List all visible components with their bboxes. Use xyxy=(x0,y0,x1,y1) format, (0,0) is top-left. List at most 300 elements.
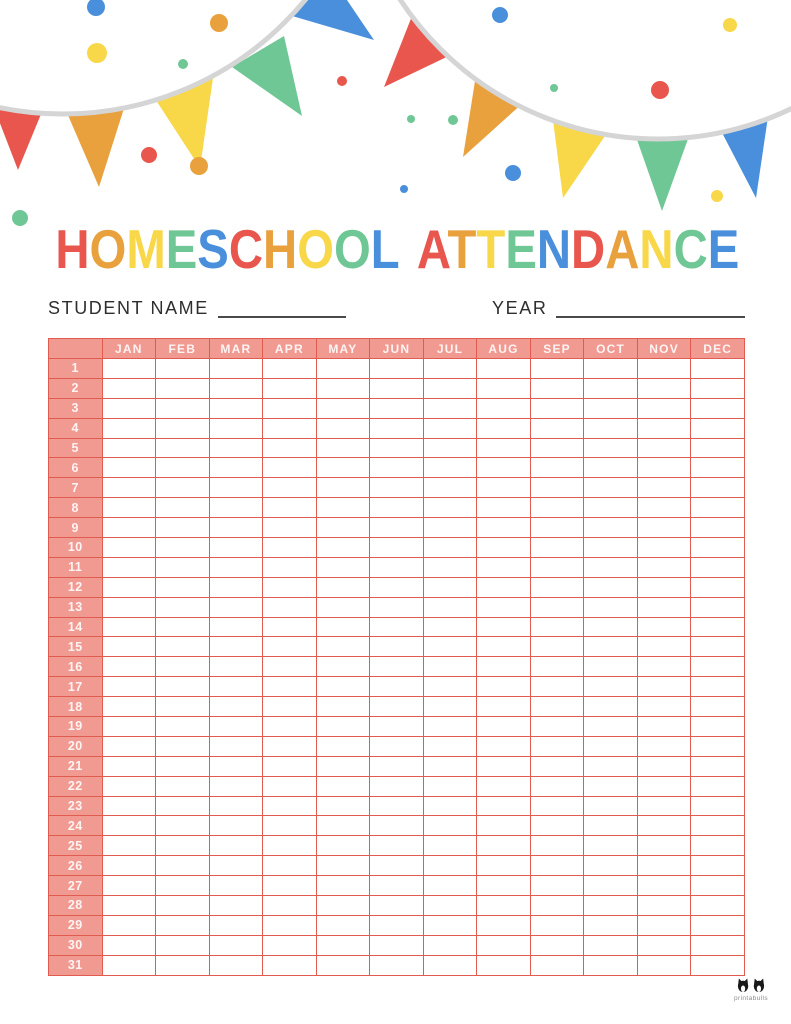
attendance-cell-aug-20[interactable] xyxy=(477,736,531,756)
attendance-cell-apr-24[interactable] xyxy=(263,816,317,836)
attendance-cell-oct-23[interactable] xyxy=(584,796,638,816)
attendance-cell-dec-19[interactable] xyxy=(691,717,745,737)
attendance-cell-mar-8[interactable] xyxy=(209,498,263,518)
attendance-cell-feb-23[interactable] xyxy=(156,796,210,816)
attendance-cell-may-5[interactable] xyxy=(316,438,370,458)
attendance-cell-may-13[interactable] xyxy=(316,597,370,617)
attendance-cell-jun-22[interactable] xyxy=(370,776,424,796)
attendance-cell-apr-22[interactable] xyxy=(263,776,317,796)
attendance-cell-sep-19[interactable] xyxy=(530,717,584,737)
attendance-cell-may-4[interactable] xyxy=(316,418,370,438)
attendance-cell-oct-19[interactable] xyxy=(584,717,638,737)
attendance-cell-nov-20[interactable] xyxy=(637,736,691,756)
attendance-cell-apr-19[interactable] xyxy=(263,717,317,737)
attendance-cell-nov-28[interactable] xyxy=(637,896,691,916)
attendance-cell-jan-17[interactable] xyxy=(102,677,156,697)
attendance-cell-nov-8[interactable] xyxy=(637,498,691,518)
attendance-cell-oct-11[interactable] xyxy=(584,557,638,577)
attendance-cell-aug-6[interactable] xyxy=(477,458,531,478)
attendance-cell-aug-16[interactable] xyxy=(477,657,531,677)
attendance-cell-jan-8[interactable] xyxy=(102,498,156,518)
attendance-cell-mar-24[interactable] xyxy=(209,816,263,836)
attendance-cell-jun-14[interactable] xyxy=(370,617,424,637)
attendance-cell-oct-22[interactable] xyxy=(584,776,638,796)
attendance-cell-feb-31[interactable] xyxy=(156,955,210,975)
attendance-cell-jul-6[interactable] xyxy=(423,458,477,478)
attendance-cell-feb-5[interactable] xyxy=(156,438,210,458)
attendance-cell-dec-21[interactable] xyxy=(691,756,745,776)
attendance-cell-jul-30[interactable] xyxy=(423,935,477,955)
attendance-cell-jun-28[interactable] xyxy=(370,896,424,916)
attendance-cell-oct-26[interactable] xyxy=(584,856,638,876)
attendance-cell-sep-27[interactable] xyxy=(530,876,584,896)
attendance-cell-jun-19[interactable] xyxy=(370,717,424,737)
attendance-cell-dec-8[interactable] xyxy=(691,498,745,518)
attendance-cell-nov-4[interactable] xyxy=(637,418,691,438)
student-name-input-line[interactable] xyxy=(218,302,346,318)
attendance-cell-aug-8[interactable] xyxy=(477,498,531,518)
attendance-cell-dec-12[interactable] xyxy=(691,577,745,597)
attendance-cell-sep-24[interactable] xyxy=(530,816,584,836)
attendance-cell-mar-20[interactable] xyxy=(209,736,263,756)
attendance-cell-jul-3[interactable] xyxy=(423,398,477,418)
attendance-cell-nov-11[interactable] xyxy=(637,557,691,577)
attendance-cell-jun-16[interactable] xyxy=(370,657,424,677)
attendance-cell-nov-7[interactable] xyxy=(637,478,691,498)
attendance-cell-nov-6[interactable] xyxy=(637,458,691,478)
attendance-cell-aug-24[interactable] xyxy=(477,816,531,836)
attendance-cell-jun-10[interactable] xyxy=(370,538,424,558)
attendance-cell-sep-8[interactable] xyxy=(530,498,584,518)
attendance-cell-dec-26[interactable] xyxy=(691,856,745,876)
attendance-cell-mar-1[interactable] xyxy=(209,359,263,379)
attendance-cell-apr-28[interactable] xyxy=(263,896,317,916)
attendance-cell-apr-25[interactable] xyxy=(263,836,317,856)
attendance-cell-nov-13[interactable] xyxy=(637,597,691,617)
attendance-cell-may-16[interactable] xyxy=(316,657,370,677)
attendance-cell-apr-18[interactable] xyxy=(263,697,317,717)
attendance-cell-aug-9[interactable] xyxy=(477,518,531,538)
attendance-cell-mar-17[interactable] xyxy=(209,677,263,697)
attendance-cell-mar-27[interactable] xyxy=(209,876,263,896)
attendance-cell-apr-26[interactable] xyxy=(263,856,317,876)
attendance-cell-dec-2[interactable] xyxy=(691,378,745,398)
attendance-cell-sep-26[interactable] xyxy=(530,856,584,876)
attendance-cell-jul-5[interactable] xyxy=(423,438,477,458)
attendance-cell-mar-29[interactable] xyxy=(209,915,263,935)
attendance-cell-apr-16[interactable] xyxy=(263,657,317,677)
attendance-cell-jul-26[interactable] xyxy=(423,856,477,876)
attendance-cell-sep-4[interactable] xyxy=(530,418,584,438)
attendance-cell-may-22[interactable] xyxy=(316,776,370,796)
attendance-cell-jun-15[interactable] xyxy=(370,637,424,657)
attendance-cell-sep-15[interactable] xyxy=(530,637,584,657)
attendance-cell-jan-2[interactable] xyxy=(102,378,156,398)
attendance-cell-aug-10[interactable] xyxy=(477,538,531,558)
attendance-cell-may-27[interactable] xyxy=(316,876,370,896)
attendance-cell-oct-29[interactable] xyxy=(584,915,638,935)
attendance-cell-jan-5[interactable] xyxy=(102,438,156,458)
attendance-cell-aug-14[interactable] xyxy=(477,617,531,637)
attendance-cell-aug-26[interactable] xyxy=(477,856,531,876)
attendance-cell-dec-18[interactable] xyxy=(691,697,745,717)
attendance-cell-nov-12[interactable] xyxy=(637,577,691,597)
attendance-cell-feb-18[interactable] xyxy=(156,697,210,717)
attendance-cell-jun-30[interactable] xyxy=(370,935,424,955)
attendance-cell-apr-23[interactable] xyxy=(263,796,317,816)
attendance-cell-aug-13[interactable] xyxy=(477,597,531,617)
attendance-cell-jun-29[interactable] xyxy=(370,915,424,935)
attendance-cell-dec-17[interactable] xyxy=(691,677,745,697)
attendance-cell-dec-31[interactable] xyxy=(691,955,745,975)
attendance-cell-dec-25[interactable] xyxy=(691,836,745,856)
attendance-cell-mar-9[interactable] xyxy=(209,518,263,538)
attendance-cell-jan-25[interactable] xyxy=(102,836,156,856)
attendance-cell-dec-29[interactable] xyxy=(691,915,745,935)
attendance-cell-may-7[interactable] xyxy=(316,478,370,498)
attendance-cell-dec-10[interactable] xyxy=(691,538,745,558)
attendance-cell-aug-31[interactable] xyxy=(477,955,531,975)
attendance-cell-sep-21[interactable] xyxy=(530,756,584,776)
attendance-cell-jan-26[interactable] xyxy=(102,856,156,876)
attendance-cell-dec-15[interactable] xyxy=(691,637,745,657)
attendance-cell-oct-16[interactable] xyxy=(584,657,638,677)
attendance-cell-may-14[interactable] xyxy=(316,617,370,637)
attendance-cell-feb-15[interactable] xyxy=(156,637,210,657)
attendance-cell-jan-28[interactable] xyxy=(102,896,156,916)
attendance-cell-aug-19[interactable] xyxy=(477,717,531,737)
attendance-cell-jul-28[interactable] xyxy=(423,896,477,916)
attendance-cell-oct-21[interactable] xyxy=(584,756,638,776)
attendance-cell-aug-4[interactable] xyxy=(477,418,531,438)
attendance-cell-jun-25[interactable] xyxy=(370,836,424,856)
attendance-cell-oct-7[interactable] xyxy=(584,478,638,498)
attendance-cell-may-1[interactable] xyxy=(316,359,370,379)
attendance-cell-jan-9[interactable] xyxy=(102,518,156,538)
attendance-cell-apr-14[interactable] xyxy=(263,617,317,637)
attendance-cell-jul-17[interactable] xyxy=(423,677,477,697)
attendance-cell-oct-13[interactable] xyxy=(584,597,638,617)
attendance-cell-oct-9[interactable] xyxy=(584,518,638,538)
attendance-cell-oct-12[interactable] xyxy=(584,577,638,597)
attendance-cell-nov-15[interactable] xyxy=(637,637,691,657)
attendance-cell-mar-6[interactable] xyxy=(209,458,263,478)
attendance-cell-aug-27[interactable] xyxy=(477,876,531,896)
attendance-cell-may-2[interactable] xyxy=(316,378,370,398)
attendance-cell-may-12[interactable] xyxy=(316,577,370,597)
attendance-cell-sep-12[interactable] xyxy=(530,577,584,597)
attendance-cell-may-24[interactable] xyxy=(316,816,370,836)
attendance-cell-dec-1[interactable] xyxy=(691,359,745,379)
attendance-cell-jan-16[interactable] xyxy=(102,657,156,677)
attendance-cell-apr-5[interactable] xyxy=(263,438,317,458)
attendance-cell-may-29[interactable] xyxy=(316,915,370,935)
attendance-cell-may-8[interactable] xyxy=(316,498,370,518)
attendance-cell-sep-9[interactable] xyxy=(530,518,584,538)
attendance-cell-jun-18[interactable] xyxy=(370,697,424,717)
attendance-cell-jan-23[interactable] xyxy=(102,796,156,816)
attendance-cell-nov-3[interactable] xyxy=(637,398,691,418)
attendance-cell-oct-25[interactable] xyxy=(584,836,638,856)
attendance-cell-mar-13[interactable] xyxy=(209,597,263,617)
attendance-cell-may-18[interactable] xyxy=(316,697,370,717)
attendance-cell-jun-17[interactable] xyxy=(370,677,424,697)
attendance-cell-nov-10[interactable] xyxy=(637,538,691,558)
attendance-cell-jan-31[interactable] xyxy=(102,955,156,975)
attendance-cell-sep-14[interactable] xyxy=(530,617,584,637)
attendance-cell-may-31[interactable] xyxy=(316,955,370,975)
attendance-cell-jun-23[interactable] xyxy=(370,796,424,816)
attendance-cell-oct-20[interactable] xyxy=(584,736,638,756)
attendance-cell-apr-29[interactable] xyxy=(263,915,317,935)
attendance-cell-dec-13[interactable] xyxy=(691,597,745,617)
attendance-cell-apr-4[interactable] xyxy=(263,418,317,438)
attendance-cell-jun-4[interactable] xyxy=(370,418,424,438)
attendance-cell-jun-1[interactable] xyxy=(370,359,424,379)
attendance-cell-mar-16[interactable] xyxy=(209,657,263,677)
attendance-cell-jun-12[interactable] xyxy=(370,577,424,597)
attendance-cell-jun-7[interactable] xyxy=(370,478,424,498)
attendance-cell-jan-27[interactable] xyxy=(102,876,156,896)
attendance-cell-oct-18[interactable] xyxy=(584,697,638,717)
attendance-cell-dec-11[interactable] xyxy=(691,557,745,577)
attendance-cell-mar-7[interactable] xyxy=(209,478,263,498)
attendance-cell-nov-23[interactable] xyxy=(637,796,691,816)
attendance-cell-nov-9[interactable] xyxy=(637,518,691,538)
attendance-cell-may-10[interactable] xyxy=(316,538,370,558)
attendance-cell-jun-26[interactable] xyxy=(370,856,424,876)
attendance-cell-jul-16[interactable] xyxy=(423,657,477,677)
attendance-cell-jul-19[interactable] xyxy=(423,717,477,737)
attendance-cell-oct-5[interactable] xyxy=(584,438,638,458)
attendance-cell-apr-31[interactable] xyxy=(263,955,317,975)
attendance-cell-feb-28[interactable] xyxy=(156,896,210,916)
attendance-cell-feb-13[interactable] xyxy=(156,597,210,617)
attendance-cell-may-23[interactable] xyxy=(316,796,370,816)
attendance-cell-dec-9[interactable] xyxy=(691,518,745,538)
attendance-cell-feb-10[interactable] xyxy=(156,538,210,558)
attendance-cell-nov-29[interactable] xyxy=(637,915,691,935)
attendance-cell-dec-7[interactable] xyxy=(691,478,745,498)
attendance-cell-jun-3[interactable] xyxy=(370,398,424,418)
attendance-cell-nov-27[interactable] xyxy=(637,876,691,896)
attendance-cell-aug-23[interactable] xyxy=(477,796,531,816)
attendance-cell-jul-31[interactable] xyxy=(423,955,477,975)
attendance-cell-jul-14[interactable] xyxy=(423,617,477,637)
attendance-cell-mar-23[interactable] xyxy=(209,796,263,816)
attendance-cell-feb-21[interactable] xyxy=(156,756,210,776)
attendance-cell-aug-2[interactable] xyxy=(477,378,531,398)
attendance-cell-feb-8[interactable] xyxy=(156,498,210,518)
attendance-cell-jul-7[interactable] xyxy=(423,478,477,498)
attendance-cell-sep-3[interactable] xyxy=(530,398,584,418)
attendance-cell-jul-21[interactable] xyxy=(423,756,477,776)
attendance-cell-feb-24[interactable] xyxy=(156,816,210,836)
attendance-cell-jul-25[interactable] xyxy=(423,836,477,856)
attendance-cell-feb-17[interactable] xyxy=(156,677,210,697)
attendance-cell-mar-14[interactable] xyxy=(209,617,263,637)
attendance-cell-dec-22[interactable] xyxy=(691,776,745,796)
attendance-cell-jul-10[interactable] xyxy=(423,538,477,558)
attendance-cell-mar-26[interactable] xyxy=(209,856,263,876)
attendance-cell-sep-6[interactable] xyxy=(530,458,584,478)
attendance-cell-feb-7[interactable] xyxy=(156,478,210,498)
attendance-cell-oct-27[interactable] xyxy=(584,876,638,896)
attendance-cell-jan-18[interactable] xyxy=(102,697,156,717)
attendance-cell-jan-12[interactable] xyxy=(102,577,156,597)
attendance-cell-aug-11[interactable] xyxy=(477,557,531,577)
attendance-cell-aug-29[interactable] xyxy=(477,915,531,935)
attendance-cell-feb-9[interactable] xyxy=(156,518,210,538)
attendance-cell-mar-10[interactable] xyxy=(209,538,263,558)
attendance-cell-aug-30[interactable] xyxy=(477,935,531,955)
attendance-cell-apr-15[interactable] xyxy=(263,637,317,657)
attendance-cell-sep-18[interactable] xyxy=(530,697,584,717)
attendance-cell-jul-22[interactable] xyxy=(423,776,477,796)
attendance-cell-sep-1[interactable] xyxy=(530,359,584,379)
attendance-cell-may-19[interactable] xyxy=(316,717,370,737)
attendance-cell-sep-11[interactable] xyxy=(530,557,584,577)
attendance-cell-apr-12[interactable] xyxy=(263,577,317,597)
attendance-cell-mar-18[interactable] xyxy=(209,697,263,717)
attendance-cell-sep-22[interactable] xyxy=(530,776,584,796)
attendance-cell-feb-19[interactable] xyxy=(156,717,210,737)
attendance-cell-may-21[interactable] xyxy=(316,756,370,776)
attendance-cell-aug-5[interactable] xyxy=(477,438,531,458)
attendance-cell-nov-19[interactable] xyxy=(637,717,691,737)
attendance-cell-feb-22[interactable] xyxy=(156,776,210,796)
attendance-cell-feb-4[interactable] xyxy=(156,418,210,438)
attendance-cell-feb-1[interactable] xyxy=(156,359,210,379)
attendance-cell-nov-2[interactable] xyxy=(637,378,691,398)
attendance-cell-sep-16[interactable] xyxy=(530,657,584,677)
attendance-cell-apr-7[interactable] xyxy=(263,478,317,498)
attendance-cell-jun-24[interactable] xyxy=(370,816,424,836)
attendance-cell-dec-5[interactable] xyxy=(691,438,745,458)
attendance-cell-sep-23[interactable] xyxy=(530,796,584,816)
attendance-cell-jul-2[interactable] xyxy=(423,378,477,398)
attendance-cell-apr-13[interactable] xyxy=(263,597,317,617)
attendance-cell-feb-6[interactable] xyxy=(156,458,210,478)
attendance-cell-sep-2[interactable] xyxy=(530,378,584,398)
attendance-cell-jun-11[interactable] xyxy=(370,557,424,577)
attendance-cell-jul-13[interactable] xyxy=(423,597,477,617)
attendance-cell-apr-27[interactable] xyxy=(263,876,317,896)
attendance-cell-may-25[interactable] xyxy=(316,836,370,856)
attendance-cell-sep-13[interactable] xyxy=(530,597,584,617)
attendance-cell-feb-25[interactable] xyxy=(156,836,210,856)
attendance-cell-may-28[interactable] xyxy=(316,896,370,916)
attendance-cell-jun-27[interactable] xyxy=(370,876,424,896)
attendance-cell-dec-3[interactable] xyxy=(691,398,745,418)
attendance-cell-may-30[interactable] xyxy=(316,935,370,955)
attendance-cell-nov-18[interactable] xyxy=(637,697,691,717)
attendance-cell-jul-24[interactable] xyxy=(423,816,477,836)
attendance-cell-nov-25[interactable] xyxy=(637,836,691,856)
attendance-cell-jan-30[interactable] xyxy=(102,935,156,955)
attendance-cell-jan-24[interactable] xyxy=(102,816,156,836)
attendance-cell-nov-21[interactable] xyxy=(637,756,691,776)
attendance-cell-may-17[interactable] xyxy=(316,677,370,697)
attendance-cell-feb-12[interactable] xyxy=(156,577,210,597)
attendance-cell-jan-15[interactable] xyxy=(102,637,156,657)
attendance-cell-may-11[interactable] xyxy=(316,557,370,577)
attendance-cell-oct-4[interactable] xyxy=(584,418,638,438)
attendance-cell-feb-11[interactable] xyxy=(156,557,210,577)
attendance-cell-apr-10[interactable] xyxy=(263,538,317,558)
attendance-cell-aug-7[interactable] xyxy=(477,478,531,498)
attendance-cell-mar-30[interactable] xyxy=(209,935,263,955)
attendance-cell-feb-26[interactable] xyxy=(156,856,210,876)
attendance-cell-apr-30[interactable] xyxy=(263,935,317,955)
attendance-cell-dec-4[interactable] xyxy=(691,418,745,438)
attendance-cell-oct-17[interactable] xyxy=(584,677,638,697)
attendance-cell-mar-19[interactable] xyxy=(209,717,263,737)
attendance-cell-aug-22[interactable] xyxy=(477,776,531,796)
attendance-cell-jan-1[interactable] xyxy=(102,359,156,379)
attendance-cell-oct-10[interactable] xyxy=(584,538,638,558)
attendance-cell-jun-20[interactable] xyxy=(370,736,424,756)
attendance-cell-oct-8[interactable] xyxy=(584,498,638,518)
attendance-cell-nov-22[interactable] xyxy=(637,776,691,796)
attendance-cell-may-6[interactable] xyxy=(316,458,370,478)
attendance-cell-sep-7[interactable] xyxy=(530,478,584,498)
attendance-cell-apr-2[interactable] xyxy=(263,378,317,398)
attendance-cell-jul-4[interactable] xyxy=(423,418,477,438)
attendance-cell-nov-26[interactable] xyxy=(637,856,691,876)
attendance-cell-dec-16[interactable] xyxy=(691,657,745,677)
attendance-cell-aug-12[interactable] xyxy=(477,577,531,597)
attendance-cell-jul-20[interactable] xyxy=(423,736,477,756)
attendance-cell-mar-25[interactable] xyxy=(209,836,263,856)
attendance-cell-nov-16[interactable] xyxy=(637,657,691,677)
attendance-cell-jul-23[interactable] xyxy=(423,796,477,816)
attendance-cell-sep-29[interactable] xyxy=(530,915,584,935)
attendance-cell-may-3[interactable] xyxy=(316,398,370,418)
year-input-line[interactable] xyxy=(556,302,745,318)
attendance-cell-apr-21[interactable] xyxy=(263,756,317,776)
attendance-cell-jun-9[interactable] xyxy=(370,518,424,538)
attendance-cell-feb-29[interactable] xyxy=(156,915,210,935)
attendance-cell-aug-25[interactable] xyxy=(477,836,531,856)
attendance-cell-oct-24[interactable] xyxy=(584,816,638,836)
attendance-cell-nov-31[interactable] xyxy=(637,955,691,975)
attendance-cell-dec-23[interactable] xyxy=(691,796,745,816)
attendance-cell-feb-30[interactable] xyxy=(156,935,210,955)
attendance-cell-jun-13[interactable] xyxy=(370,597,424,617)
attendance-cell-oct-1[interactable] xyxy=(584,359,638,379)
attendance-cell-apr-6[interactable] xyxy=(263,458,317,478)
attendance-cell-feb-16[interactable] xyxy=(156,657,210,677)
attendance-cell-oct-15[interactable] xyxy=(584,637,638,657)
attendance-cell-mar-2[interactable] xyxy=(209,378,263,398)
attendance-cell-oct-30[interactable] xyxy=(584,935,638,955)
attendance-cell-apr-17[interactable] xyxy=(263,677,317,697)
attendance-cell-feb-14[interactable] xyxy=(156,617,210,637)
attendance-cell-feb-27[interactable] xyxy=(156,876,210,896)
attendance-cell-sep-20[interactable] xyxy=(530,736,584,756)
attendance-cell-dec-14[interactable] xyxy=(691,617,745,637)
attendance-cell-feb-3[interactable] xyxy=(156,398,210,418)
attendance-cell-jun-8[interactable] xyxy=(370,498,424,518)
attendance-cell-may-26[interactable] xyxy=(316,856,370,876)
attendance-cell-jan-20[interactable] xyxy=(102,736,156,756)
attendance-cell-mar-22[interactable] xyxy=(209,776,263,796)
attendance-cell-jan-22[interactable] xyxy=(102,776,156,796)
attendance-cell-dec-27[interactable] xyxy=(691,876,745,896)
attendance-cell-aug-1[interactable] xyxy=(477,359,531,379)
attendance-cell-nov-5[interactable] xyxy=(637,438,691,458)
